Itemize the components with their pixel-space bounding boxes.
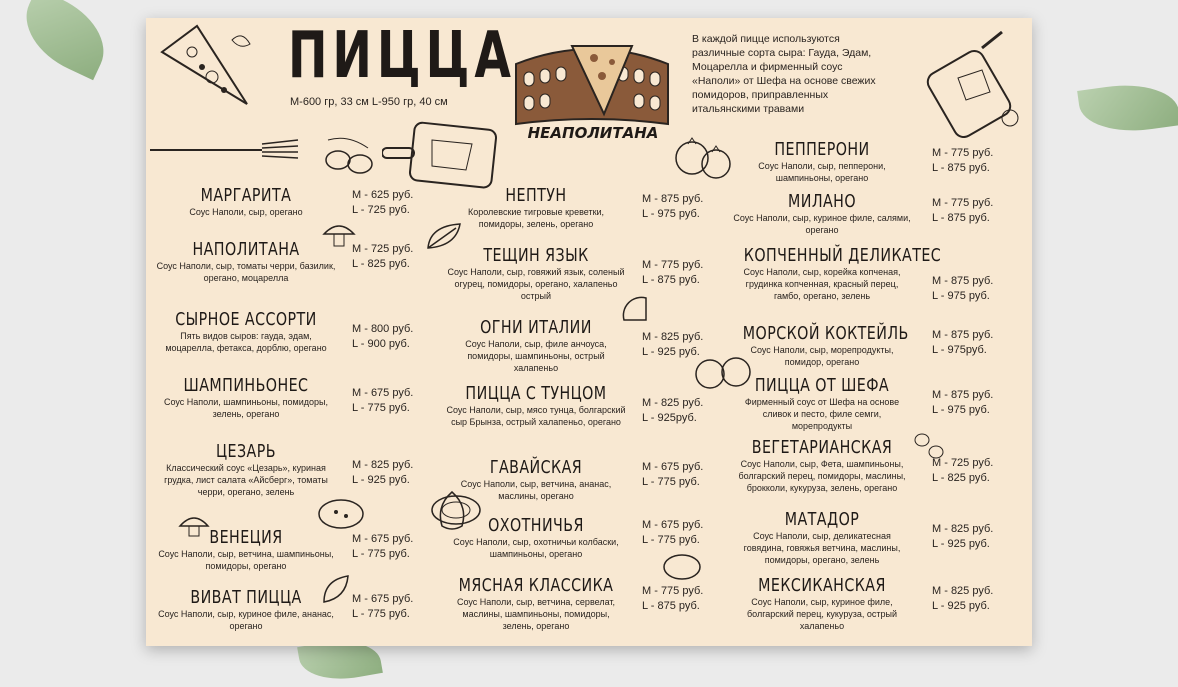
item-name: ЦЕЗАРЬ <box>216 441 276 462</box>
item-name: МАТАДОР <box>784 509 860 530</box>
item-name: НЕПТУН <box>505 185 567 206</box>
item-name: ГАВАЙСКАЯ <box>489 457 583 478</box>
price-m: M - 825 руб. <box>642 397 704 409</box>
item-name: ОХОТНИЧЬЯ <box>488 515 584 536</box>
item-description: Соус Наполи, сыр, куриное филе, салями, орегано <box>733 213 911 235</box>
basil-leaf-decoration <box>1077 77 1178 138</box>
price-l: L - 975руб. <box>932 344 987 356</box>
item-prices <box>932 584 993 614</box>
item-prices <box>642 192 703 222</box>
price-l: L - 925руб. <box>642 412 697 424</box>
item-prices <box>932 196 993 226</box>
item-name: ОГНИ ИТАЛИИ <box>480 317 592 338</box>
price-l: L - 900 руб. <box>352 338 410 350</box>
price-m: M - 675 руб. <box>352 387 414 399</box>
price-l: L - 775 руб. <box>352 402 410 414</box>
price-m: M - 875 руб. <box>932 275 994 287</box>
menu-item-seafood-cocktail <box>732 324 1032 368</box>
item-name: ВЕГЕТАРИАНСКАЯ <box>751 437 893 458</box>
menu-item-vegetarian <box>732 438 1032 494</box>
menu-item-champignones <box>156 376 456 420</box>
menu-item-caesar <box>156 442 456 498</box>
menu-item-matador <box>732 510 1032 566</box>
price-l: L - 875 руб. <box>932 162 990 174</box>
price-m: M - 775 руб. <box>932 197 994 209</box>
menu-sheet <box>146 18 1032 646</box>
price-m: M - 675 руб. <box>352 593 414 605</box>
menu-item-chef-pizza <box>732 376 1032 432</box>
item-prices <box>352 592 413 622</box>
item-description: Королевские тигровые креветки, помидоры, зелень, орегано <box>467 207 605 229</box>
cutting-board-icon <box>922 28 1027 138</box>
item-description: Соус Наполи, сыр, томаты черри, базилик, орегано, моцарелла <box>156 261 336 283</box>
price-l: L - 875 руб. <box>642 274 700 286</box>
price-m: M - 875 руб. <box>932 329 994 341</box>
item-prices <box>642 396 703 426</box>
item-prices <box>932 522 993 552</box>
item-name: КОПЧЕННЫЙ ДЕЛИКАТЕС <box>743 245 942 266</box>
price-l: L - 925 руб. <box>932 600 990 612</box>
item-prices <box>932 388 993 418</box>
price-l: L - 975 руб. <box>642 208 700 220</box>
logo-text: НЕАПОЛИТАНА <box>527 124 659 142</box>
item-description: Соус Наполи, сыр, пепперони, шампиньоны, орегано <box>758 161 886 183</box>
item-prices <box>642 584 703 614</box>
item-description: Соус Наполи, сыр, деликатесная говядина, говяжья ветчина, маслины, помидоры, орегано, зелень <box>743 531 901 565</box>
menu-item-meat-classic <box>446 576 746 632</box>
item-name: НАПОЛИТАНА <box>192 239 300 260</box>
price-l: L - 975 руб. <box>932 404 990 416</box>
price-m: M - 800 руб. <box>352 323 414 335</box>
price-l: L - 775 руб. <box>352 548 410 560</box>
item-description: Соус Наполи, сыр, ветчина, сервелат, маслины, шампиньоны, помидоры, зелень, орегано <box>456 597 616 631</box>
page-title: ПИЦЦА <box>288 19 516 93</box>
item-description: Классический соус «Цезарь», куриная грудка, лист салата «Айсберг», томаты черри, орегано, зелень <box>164 463 328 497</box>
item-name: МОРСКОЙ КОКТЕЙЛЬ <box>742 323 909 344</box>
item-prices <box>932 274 993 304</box>
price-m: M - 825 руб. <box>642 331 704 343</box>
price-m: M - 825 руб. <box>932 523 994 535</box>
item-description: Соус Наполи, сыр, корейка копченая, грудинка копченная, красный перец, гамбо, орегано, зелень <box>743 267 901 301</box>
menu-item-smoked-delicacy <box>732 246 1032 302</box>
price-m: M - 675 руб. <box>642 461 704 473</box>
price-m: M - 825 руб. <box>932 585 994 597</box>
item-description: Соус Наполи, шампиньоны, помидоры, зелень, орегано <box>163 397 328 419</box>
size-info: M-600 гр, 33 см L-950 гр, 40 см <box>290 96 448 108</box>
menu-item-italy-lights <box>446 318 746 374</box>
item-name: МЯСНАЯ КЛАССИКА <box>458 575 614 596</box>
item-prices <box>352 322 413 352</box>
item-prices <box>932 146 993 176</box>
item-description: Соус Наполи, сыр, орегано <box>189 207 303 217</box>
item-name: ВЕНЕЦИЯ <box>209 527 283 548</box>
menu-item-margherita <box>156 186 456 218</box>
menu-item-hawaiian <box>446 458 746 502</box>
price-m: M - 675 руб. <box>642 519 704 531</box>
item-name: ПЕППЕРОНИ <box>774 139 870 160</box>
menu-item-pepperoni <box>732 140 1032 184</box>
item-description: Соус Наполи, сыр, ветчина, ананас, маслины, орегано <box>460 479 612 501</box>
item-name: ПИЦЦА С ТУНЦОМ <box>465 383 607 404</box>
basil-leaf-decoration <box>12 0 119 80</box>
menu-item-venice <box>156 528 456 572</box>
item-prices <box>352 188 413 218</box>
price-l: L - 825 руб. <box>932 472 990 484</box>
menu-item-neptune <box>446 186 746 230</box>
item-name: СЫРНОЕ АССОРТИ <box>175 309 317 330</box>
item-prices <box>642 460 703 490</box>
item-prices <box>642 518 703 548</box>
price-l: L - 775 руб. <box>642 534 700 546</box>
price-l: L - 925 руб. <box>352 474 410 486</box>
menu-item-tuna <box>446 384 746 428</box>
item-description: Соус Наполи, сыр, Фета, шампиньоны, болгарский перец, помидоры, маслины, брокколи, кукуруза, зелень, орегано <box>738 459 906 493</box>
price-l: L - 925 руб. <box>642 346 700 358</box>
price-m: M - 775 руб. <box>932 147 994 159</box>
item-description: Фирменный соус от Шефа на основе сливок и песто, филе семги, морепродукты <box>744 397 900 431</box>
item-prices <box>352 386 413 416</box>
menu-item-cheese-assorti <box>156 310 456 354</box>
price-l: L - 825 руб. <box>352 258 410 270</box>
price-l: L - 925 руб. <box>932 538 990 550</box>
item-prices <box>932 456 993 486</box>
price-m: M - 625 руб. <box>352 189 414 201</box>
item-description: Соус Наполи, сыр, морепродукты, помидор, орегано <box>750 345 894 367</box>
item-description: Соус Наполи, сыр, охотничьи колбаски, шампиньоны, орегано <box>453 537 619 559</box>
item-description: Пять видов сыров: гауда, эдам, моцарелла, фетакса, дорблю, орегано <box>165 331 327 353</box>
item-description: Соус Наполи, сыр, ветчина, шампиньоны, помидоры, орегано <box>158 549 334 571</box>
item-description: Соус Наполи, сыр, куриное филе, болгарский перец, кукуруза, острый халапеньо <box>747 597 897 631</box>
price-m: M - 775 руб. <box>642 585 704 597</box>
fork-icon <box>150 136 300 166</box>
price-m: M - 775 руб. <box>642 259 704 271</box>
price-m: M - 875 руб. <box>642 193 704 205</box>
item-description: Соус Наполи, сыр, мясо тунца, болгарский сыр Брынза, острый халапеньо, орегано <box>446 405 626 427</box>
price-l: L - 725 руб. <box>352 204 410 216</box>
item-name: МЕКСИКАНСКАЯ <box>758 575 886 596</box>
item-name: МАРГАРИТА <box>200 185 292 206</box>
price-l: L - 875 руб. <box>932 212 990 224</box>
item-name: ВИВАТ ПИЦЦА <box>190 587 302 608</box>
cheese-board-icon <box>382 120 502 190</box>
item-description: Соус Наполи, сыр, куриное филе, ананас, орегано <box>158 609 334 631</box>
menu-item-hunter <box>446 516 746 560</box>
item-name: ПИЦЦА ОТ ШЕФА <box>754 375 890 396</box>
price-l: L - 775 руб. <box>352 608 410 620</box>
price-m: M - 725 руб. <box>932 457 994 469</box>
item-prices <box>642 330 703 360</box>
item-prices <box>642 258 703 288</box>
price-l: L - 975 руб. <box>932 290 990 302</box>
item-name: МИЛАНО <box>787 191 857 212</box>
price-m: M - 875 руб. <box>932 389 994 401</box>
item-name: ШАМПИНЬОНЕС <box>183 375 309 396</box>
item-name: ТЕЩИН ЯЗЫК <box>483 245 589 266</box>
item-prices <box>932 328 993 358</box>
price-l: L - 875 руб. <box>642 600 700 612</box>
price-m: M - 725 руб. <box>352 243 414 255</box>
menu-item-vivat-pizza <box>156 588 456 632</box>
pizza-slice-icon <box>152 22 252 117</box>
cucumber-icon <box>316 496 366 532</box>
item-description: Соус Наполи, сыр, филе анчоуса, помидоры, шампиньоны, острый халапеньо <box>465 339 607 373</box>
item-prices <box>352 532 413 562</box>
price-m: M - 675 руб. <box>352 533 414 545</box>
menu-item-milano <box>732 192 1032 236</box>
menu-item-tongue <box>446 246 746 302</box>
price-m: M - 825 руб. <box>352 459 414 471</box>
olives-icon <box>318 130 388 180</box>
menu-item-mexican <box>732 576 1032 632</box>
item-description: Соус Наполи, сыр, говяжий язык, соленый огурец, помидоры, орегано, халапеньо острый <box>447 267 625 301</box>
item-prices <box>352 242 413 272</box>
price-l: L - 775 руб. <box>642 476 700 488</box>
tomatoes-icon <box>670 128 740 188</box>
item-prices <box>352 458 413 488</box>
menu-item-napolitana <box>156 240 456 284</box>
intro-text: В каждой пицце используются различные сорта сыра: Гауда, Эдам, Моцарелла и фирменный соус «Наполи» от Шефа на основе свежих помидоров, приправленных итальянскими травами <box>692 33 876 115</box>
